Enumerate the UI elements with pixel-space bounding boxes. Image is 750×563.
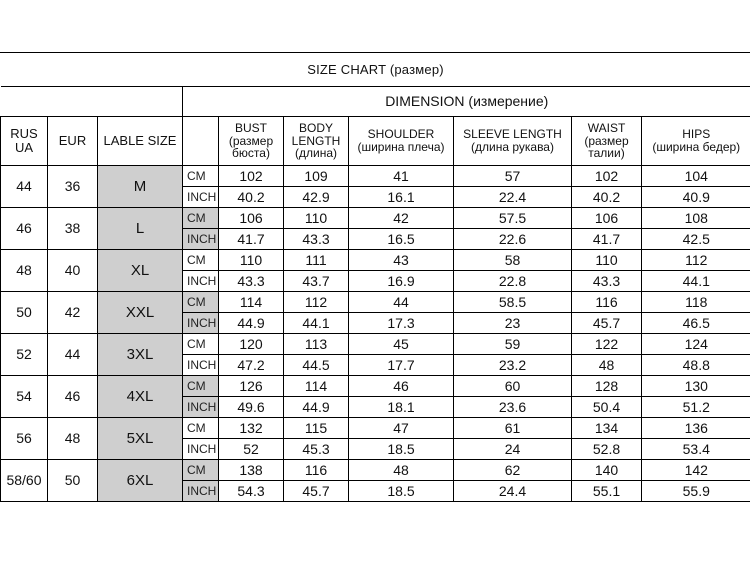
table-row [1, 376, 750, 397]
size-chart-table [0, 52, 750, 502]
measurement-cell: 22.6 [454, 229, 572, 250]
measurement-cell: 41 [349, 166, 454, 187]
header-body-line1: BODY [298, 121, 333, 136]
measurement-cell: 104 [642, 166, 750, 187]
table-row [1, 334, 750, 355]
measurement-cell: 106 [219, 208, 284, 229]
unit-inch-cell: INCH [183, 355, 219, 376]
unit-cm-cell: CM [183, 166, 219, 187]
measurement-cell: 48.8 [642, 355, 750, 376]
measurement-cell: 106 [572, 208, 642, 229]
measurement-cell: 22.4 [454, 187, 572, 208]
measurement-cell: 116 [572, 292, 642, 313]
header-label-size: LABLE SIZE [98, 117, 183, 166]
unit-inch-cell: INCH [183, 481, 219, 502]
header-eur: EUR [48, 117, 98, 166]
header-sleeve-length [454, 117, 572, 166]
header-body-length [284, 117, 349, 166]
measurement-cell: 138 [219, 460, 284, 481]
header-body-line2: LENGTH [291, 133, 341, 148]
measurement-cell: 41.7 [572, 229, 642, 250]
rus-size-cell: 58/60 [1, 460, 48, 502]
measurement-cell: 24.4 [454, 481, 572, 502]
header-rus-ua [1, 117, 48, 166]
dimension-header: DIMENSION (измерение) [183, 87, 750, 117]
unit-cm-cell: CM [183, 376, 219, 397]
header-hips-line2: (ширина бедер) [652, 140, 741, 154]
measurement-cell: 115 [284, 418, 349, 439]
header-rus: RUS [10, 126, 38, 142]
table-row [1, 208, 750, 229]
header-waist [572, 117, 642, 166]
chart-title: SIZE CHART (размер) [1, 53, 750, 87]
measurement-cell: 111 [284, 250, 349, 271]
label-size-cell: L [98, 208, 183, 250]
eur-size-cell: 40 [48, 250, 98, 292]
measurement-cell: 42 [349, 208, 454, 229]
eur-size-cell: 48 [48, 418, 98, 460]
measurement-cell: 45.7 [572, 313, 642, 334]
measurement-cell: 17.7 [349, 355, 454, 376]
header-hips [642, 117, 750, 166]
measurement-cell: 132 [219, 418, 284, 439]
measurement-cell: 49.6 [219, 397, 284, 418]
measurement-cell: 18.1 [349, 397, 454, 418]
measurement-cell: 52.8 [572, 439, 642, 460]
measurement-cell: 60 [454, 376, 572, 397]
measurement-cell: 43.3 [572, 271, 642, 292]
measurement-cell: 122 [572, 334, 642, 355]
measurement-cell: 140 [572, 460, 642, 481]
label-size-cell: 5XL [98, 418, 183, 460]
measurement-cell: 50.4 [572, 397, 642, 418]
eur-size-cell: 36 [48, 166, 98, 208]
measurement-cell: 57.5 [454, 208, 572, 229]
measurement-cell: 44.5 [284, 355, 349, 376]
measurement-cell: 108 [642, 208, 750, 229]
unit-cm-cell: CM [183, 334, 219, 355]
measurement-cell: 47.2 [219, 355, 284, 376]
measurement-cell: 113 [284, 334, 349, 355]
measurement-cell: 58.5 [454, 292, 572, 313]
unit-inch-cell: INCH [183, 397, 219, 418]
header-waist-line3: талии) [588, 146, 625, 161]
measurement-cell: 23.6 [454, 397, 572, 418]
unit-inch-cell: INCH [183, 187, 219, 208]
header-hips-line1: HIPS [682, 127, 711, 142]
measurement-cell: 110 [219, 250, 284, 271]
measurement-cell: 18.5 [349, 481, 454, 502]
measurement-cell: 124 [642, 334, 750, 355]
eur-size-cell: 38 [48, 208, 98, 250]
eur-size-cell: 42 [48, 292, 98, 334]
unit-cm-cell: CM [183, 418, 219, 439]
header-spacer [1, 87, 183, 117]
label-size-cell: M [98, 166, 183, 208]
measurement-cell: 120 [219, 334, 284, 355]
measurement-cell: 130 [642, 376, 750, 397]
measurement-cell: 43.3 [219, 271, 284, 292]
measurement-cell: 116 [284, 460, 349, 481]
header-shoulder [349, 117, 454, 166]
measurement-cell: 54.3 [219, 481, 284, 502]
measurement-cell: 45.7 [284, 481, 349, 502]
eur-size-cell: 50 [48, 460, 98, 502]
measurement-cell: 46 [349, 376, 454, 397]
measurement-cell: 42.5 [642, 229, 750, 250]
header-waist-line2: (размер [584, 133, 629, 148]
measurement-cell: 43.3 [284, 229, 349, 250]
measurement-cell: 114 [219, 292, 284, 313]
measurement-cell: 118 [642, 292, 750, 313]
rus-size-cell: 56 [1, 418, 48, 460]
unit-cm-cell: CM [183, 460, 219, 481]
measurement-cell: 102 [572, 166, 642, 187]
measurement-cell: 40.2 [219, 187, 284, 208]
measurement-cell: 46.5 [642, 313, 750, 334]
rus-size-cell: 48 [1, 250, 48, 292]
header-sleeve-line1: SLEEVE LENGTH [463, 127, 562, 142]
measurement-cell: 40.2 [572, 187, 642, 208]
measurement-cell: 48 [349, 460, 454, 481]
measurement-cell: 16.9 [349, 271, 454, 292]
table-row [1, 418, 750, 439]
table-row [1, 250, 750, 271]
unit-cm-cell: CM [183, 250, 219, 271]
measurement-cell: 22.8 [454, 271, 572, 292]
measurement-cell: 16.1 [349, 187, 454, 208]
measurement-cell: 44.1 [642, 271, 750, 292]
unit-cm-cell: CM [183, 292, 219, 313]
measurement-cell: 45 [349, 334, 454, 355]
label-size-cell: 6XL [98, 460, 183, 502]
measurement-cell: 109 [284, 166, 349, 187]
measurement-cell: 57 [454, 166, 572, 187]
header-shoulder-line2: (ширина плеча) [357, 140, 445, 154]
table-row [1, 460, 750, 481]
measurement-cell: 128 [572, 376, 642, 397]
measurement-cell: 61 [454, 418, 572, 439]
measurement-cell: 44.9 [219, 313, 284, 334]
rus-size-cell: 50 [1, 292, 48, 334]
table-row [1, 292, 750, 313]
eur-size-cell: 46 [48, 376, 98, 418]
measurement-cell: 142 [642, 460, 750, 481]
measurement-cell: 62 [454, 460, 572, 481]
header-bust-line2: (размер [228, 133, 274, 148]
measurement-cell: 24 [454, 439, 572, 460]
measurement-cell: 136 [642, 418, 750, 439]
measurement-cell: 44.1 [284, 313, 349, 334]
measurement-cell: 17.3 [349, 313, 454, 334]
measurement-cell: 48 [572, 355, 642, 376]
label-size-cell: 4XL [98, 376, 183, 418]
header-bust [219, 117, 284, 166]
measurement-cell: 41.7 [219, 229, 284, 250]
label-size-cell: XXL [98, 292, 183, 334]
measurement-cell: 55.1 [572, 481, 642, 502]
rus-size-cell: 54 [1, 376, 48, 418]
header-bust-line3: бюста) [232, 146, 270, 161]
measurement-cell: 45.3 [284, 439, 349, 460]
header-ua: UA [14, 140, 34, 155]
measurement-cell: 43 [349, 250, 454, 271]
measurement-cell: 114 [284, 376, 349, 397]
table-row [1, 166, 750, 187]
measurement-cell: 23.2 [454, 355, 572, 376]
unit-inch-cell: INCH [183, 439, 219, 460]
unit-inch-cell: INCH [183, 229, 219, 250]
measurement-cell: 47 [349, 418, 454, 439]
measurement-cell: 51.2 [642, 397, 750, 418]
unit-inch-cell: INCH [183, 313, 219, 334]
measurement-cell: 44.9 [284, 397, 349, 418]
measurement-cell: 40.9 [642, 187, 750, 208]
eur-size-cell: 44 [48, 334, 98, 376]
label-size-cell: 3XL [98, 334, 183, 376]
measurement-cell: 55.9 [642, 481, 750, 502]
measurement-cell: 44 [349, 292, 454, 313]
rus-size-cell: 44 [1, 166, 48, 208]
unit-inch-cell: INCH [183, 271, 219, 292]
measurement-cell: 102 [219, 166, 284, 187]
header-shoulder-line1: SHOULDER [367, 127, 435, 142]
header-unit [183, 117, 219, 166]
rus-size-cell: 52 [1, 334, 48, 376]
measurement-cell: 53.4 [642, 439, 750, 460]
unit-cm-cell: CM [183, 208, 219, 229]
header-bust-line1: BUST [234, 121, 267, 136]
measurement-cell: 126 [219, 376, 284, 397]
measurement-cell: 18.5 [349, 439, 454, 460]
label-size-cell: XL [98, 250, 183, 292]
header-body-line3: (длина) [295, 146, 337, 161]
measurement-cell: 43.7 [284, 271, 349, 292]
measurement-cell: 52 [219, 439, 284, 460]
header-sleeve-line2: (длина рукава) [471, 140, 554, 154]
measurement-cell: 42.9 [284, 187, 349, 208]
rus-size-cell: 46 [1, 208, 48, 250]
measurement-cell: 59 [454, 334, 572, 355]
measurement-cell: 58 [454, 250, 572, 271]
measurement-cell: 16.5 [349, 229, 454, 250]
header-waist-line1: WAIST [587, 121, 626, 136]
measurement-cell: 112 [284, 292, 349, 313]
measurement-cell: 112 [642, 250, 750, 271]
measurement-cell: 110 [284, 208, 349, 229]
measurement-cell: 134 [572, 418, 642, 439]
measurement-cell: 110 [572, 250, 642, 271]
measurement-cell: 23 [454, 313, 572, 334]
